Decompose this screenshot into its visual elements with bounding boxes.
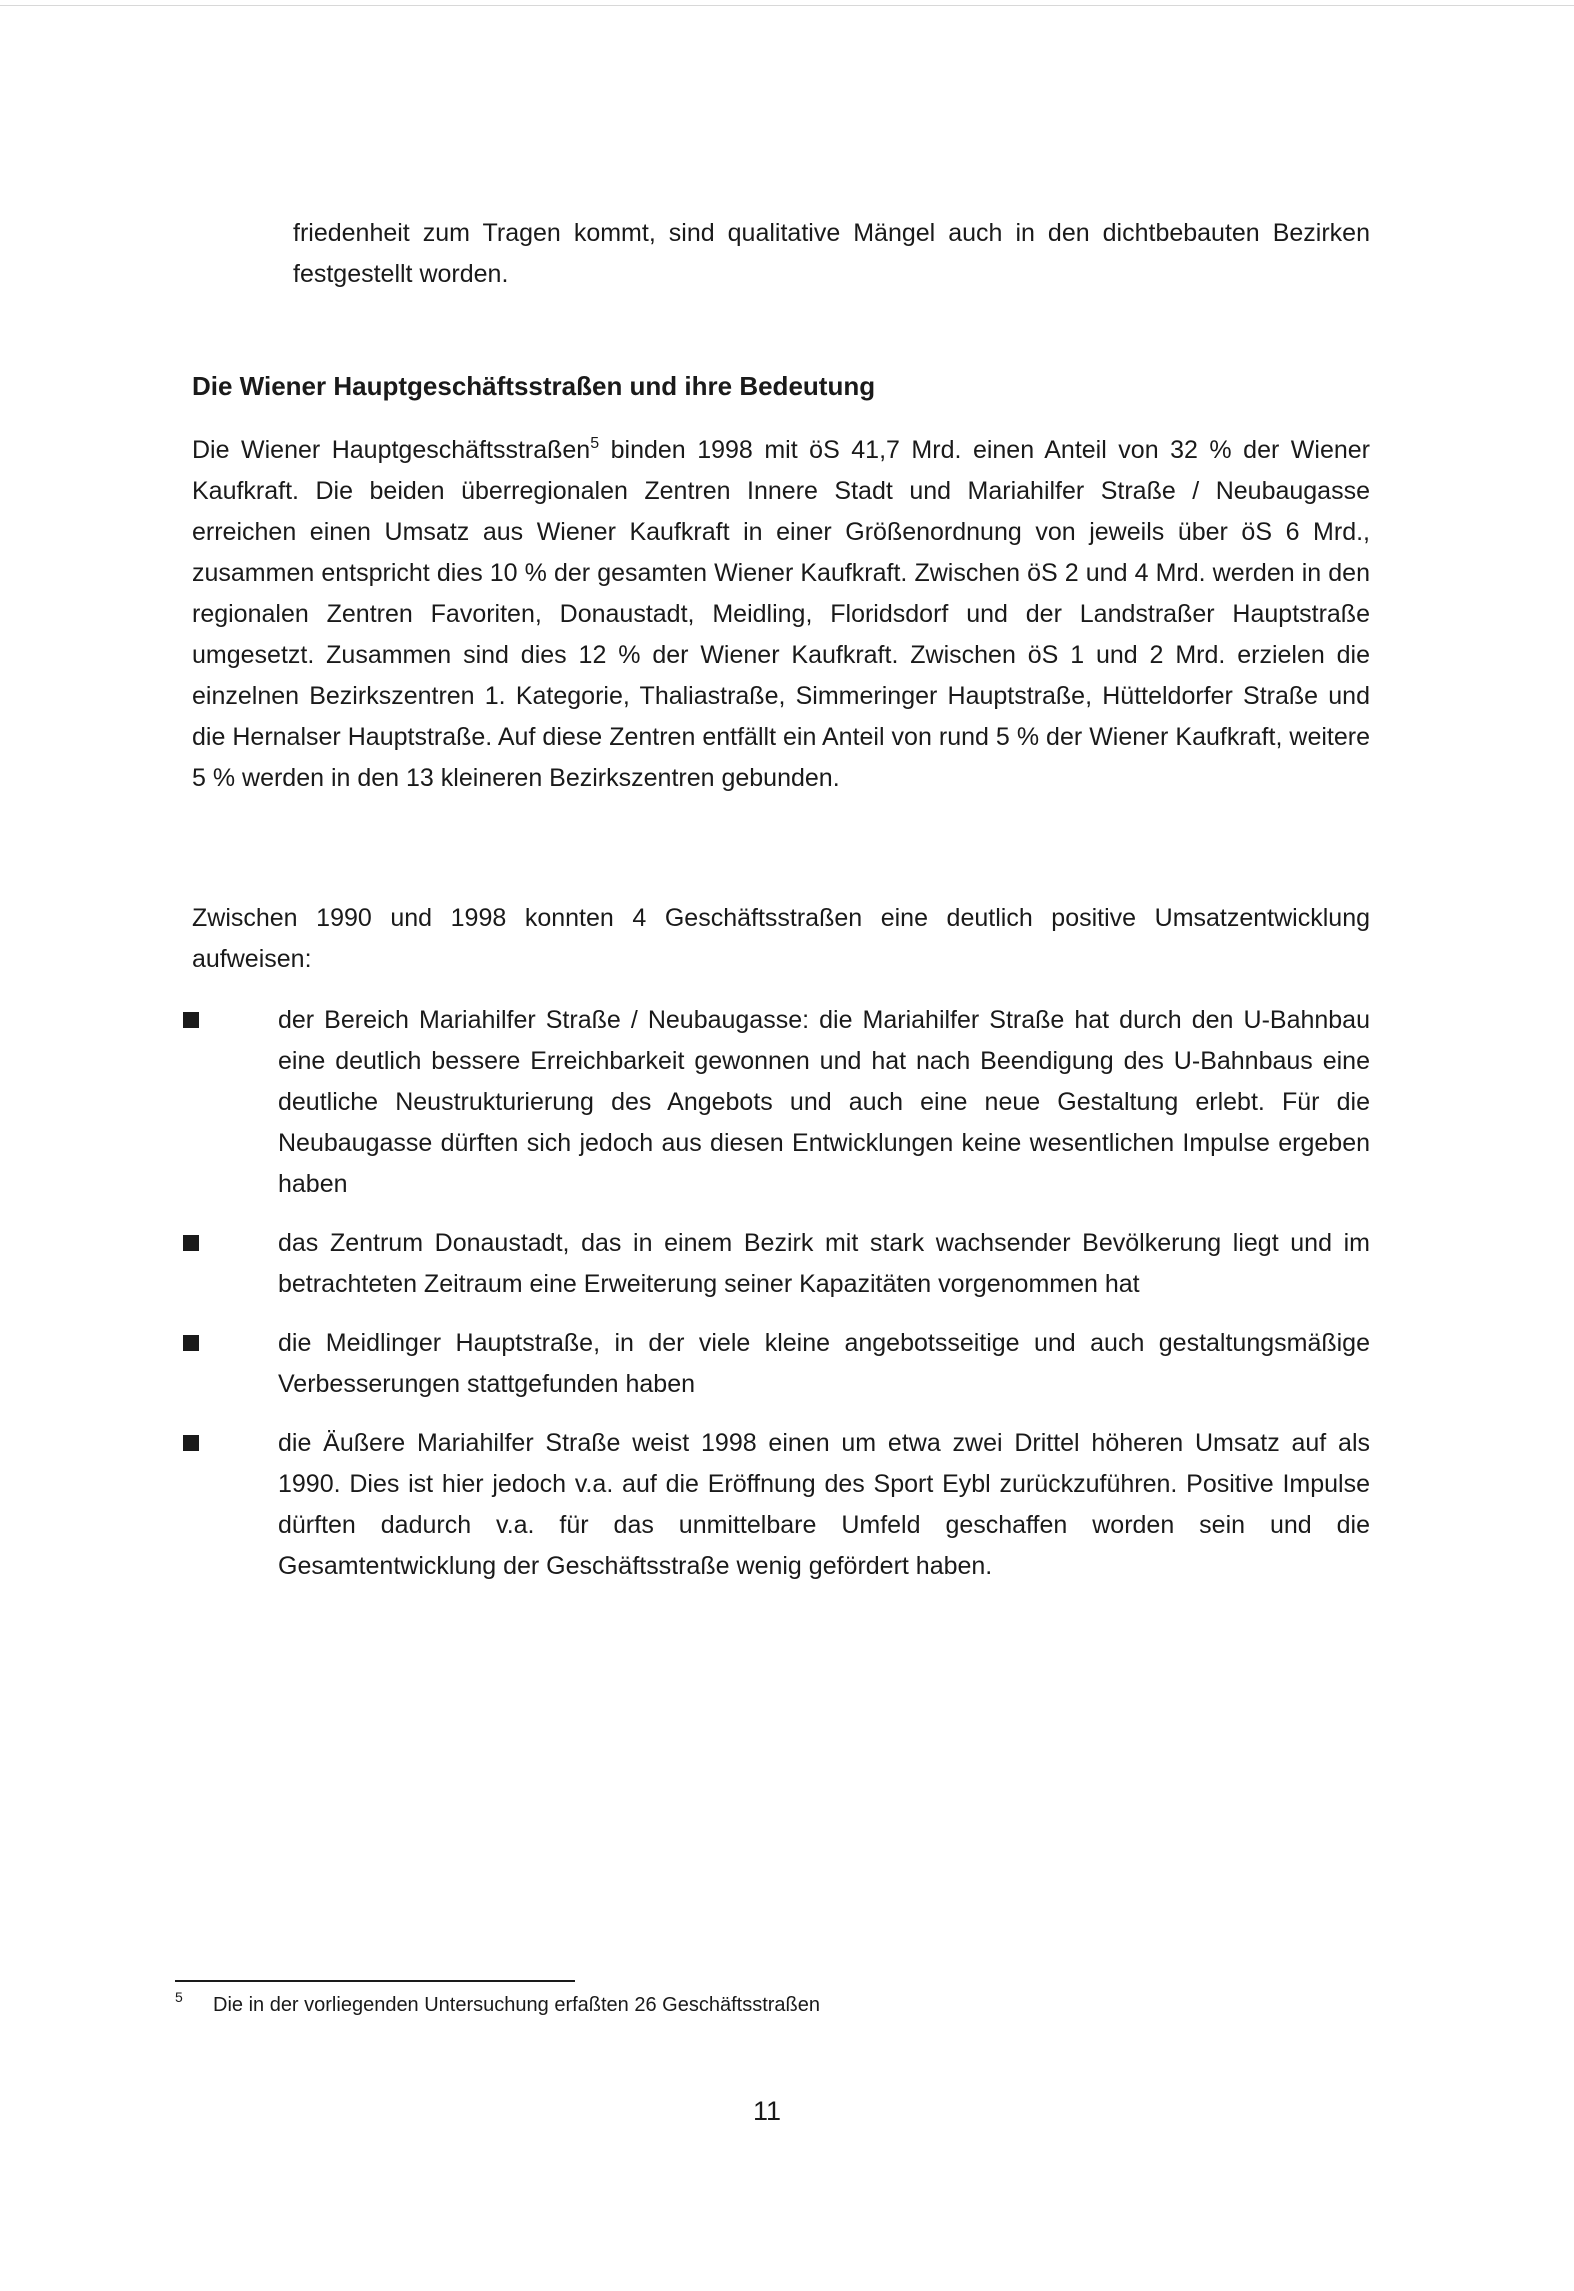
bullet-list — [183, 1000, 1370, 1605]
square-bullet-icon — [183, 1335, 199, 1351]
square-bullet-icon — [183, 1435, 199, 1451]
square-bullet-icon — [183, 1012, 199, 1028]
bullet-text: die Äußere Mariahilfer Straße weist 1998 einen um etwa zwei Drittel höheren Umsatz auf als 1990. Dies ist hier jedoch v.a. auf die Eröffnung des Sport Eybl zurückzuführen. Positive Impulse dürften dadurch v.a. für das unmittelbare Umfeld geschaffen worden sein und die Gesamtentwicklung der Geschäftsstraße wenig gefördert haben. — [278, 1429, 1370, 1580]
footnote-reference: 5 — [590, 435, 600, 452]
intro-paragraph: friedenheit zum Tragen kommt, sind qualitative Mängel auch in den dichtbebauten Bezirken festgestellt worden. — [293, 219, 1370, 288]
bullet-item — [183, 1423, 1370, 1587]
bullet-item — [183, 1000, 1370, 1205]
bullet-text: das Zentrum Donaustadt, das in einem Bezirk mit stark wachsender Bevölkerung liegt und im betrachteten Zeitraum eine Erweiterung seiner Kapazitäten vorgenommen hat — [278, 1229, 1370, 1298]
second-paragraph: Zwischen 1990 und 1998 konnten 4 Geschäftsstraßen eine deutlich positive Umsatzentwicklung aufweisen: — [192, 904, 1370, 973]
footnote-number: 5 — [175, 1989, 183, 2005]
footnote-divider — [175, 1980, 575, 1982]
bullet-text: die Meidlinger Hauptstraße, in der viele kleine angebotsseitige und auch gestaltungsmäßige Verbesserungen stattgefunden haben — [278, 1329, 1370, 1398]
section-heading: Die Wiener Hauptgeschäftsstraßen und ihre Bedeutung — [192, 371, 876, 401]
footnote-text: Die in der vorliegenden Untersuchung erfaßten 26 Geschäftsstraßen — [213, 1994, 821, 2016]
main-paragraph-rest: binden 1998 mit öS 41,7 Mrd. einen Anteil von 32 % der Wiener Kaufkraft. Die beiden überregionalen Zentren Innere Stadt und Mariahilfer Straße / Neubaugasse erreichen einen Umsatz aus Wiener Kaufkraft in einer Größenordnung von jeweils über öS 6 Mrd., zusammen entspricht dies 10 % der gesamten Wiener Kaufkraft. Zwischen öS 2 und 4 Mrd. werden in den regionalen Zentren Favoriten, Donaustadt, Meidling, Floridsdorf und der Landstraßer Hauptstraße umgesetzt. Zusammen sind dies 12 % der Wiener Kaufkraft. Zwischen öS 1 und 2 Mrd. erzielen die einzelnen Bezirkszentren 1. Kategorie, Thaliastraße, Simmeringer Hauptstraße, Hütteldorfer Straße und die Hernalser Hauptstraße. Auf diese Zentren entfällt ein Anteil von rund 5 % der Wiener Kaufkraft, weitere 5 % werden in den 13 kleineren Bezirkszentren gebunden. — [192, 436, 1370, 792]
main-paragraph — [192, 430, 1370, 799]
bullet-item — [183, 1223, 1370, 1305]
square-bullet-icon — [183, 1235, 199, 1251]
main-paragraph-start: Die Wiener Hauptgeschäftsstraßen — [192, 436, 591, 464]
bullet-text: der Bereich Mariahilfer Straße / Neubaugasse: die Mariahilfer Straße hat durch den U-Bahnbau eine deutlich bessere Erreichbarkeit gewonnen und hat nach Beendigung des U-Bahnbaus eine deutliche Neustrukturierung des Angebots und auch eine neue Gestaltung erlebt. Für die Neubaugasse dürften sich jedoch aus diesen Entwicklungen keine wesentlichen Impulse ergeben haben — [278, 1006, 1370, 1198]
page-number: 11 — [752, 2096, 782, 2126]
bullet-item — [183, 1323, 1370, 1405]
